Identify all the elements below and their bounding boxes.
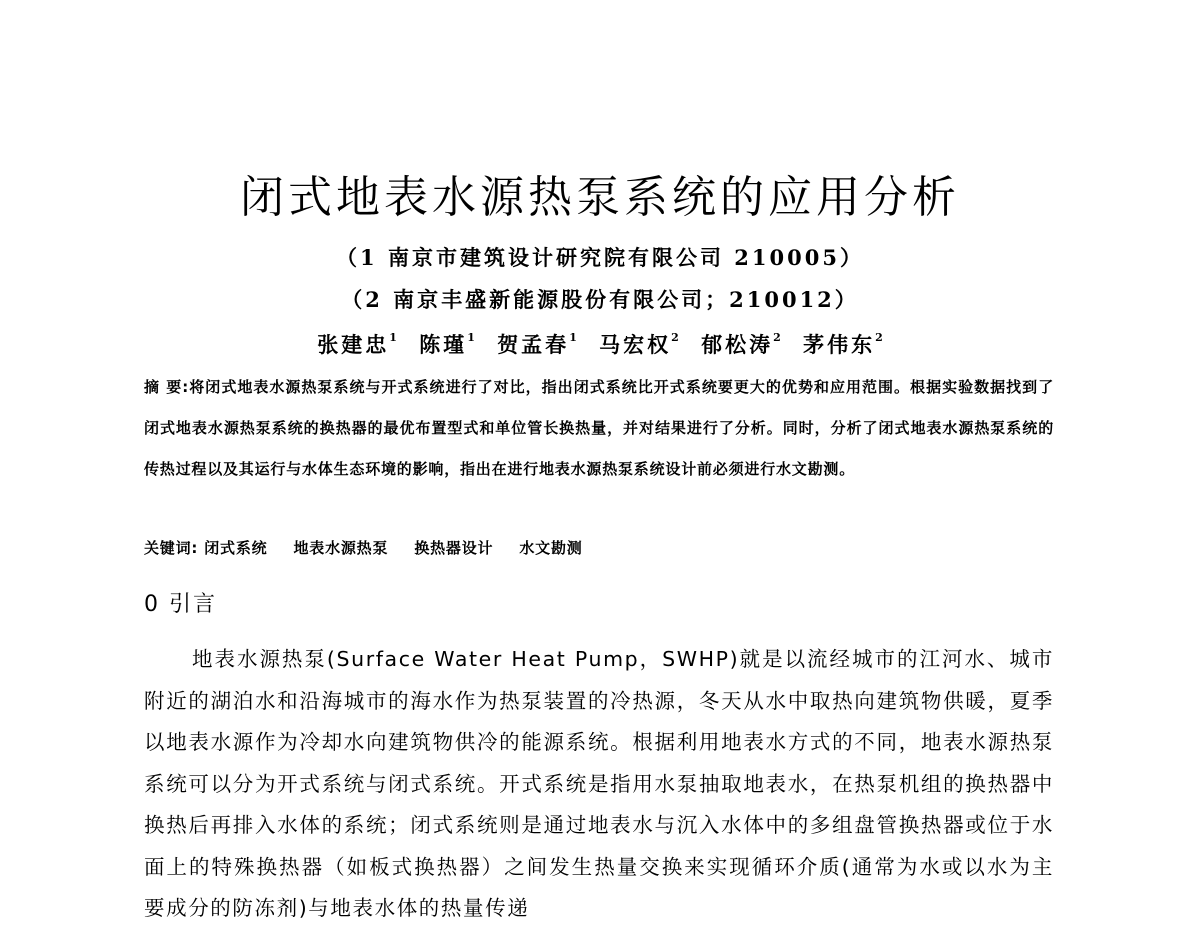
keywords-label: 关键词: [144,539,199,557]
author [317,332,397,357]
author-affiliation-mark: 2 [875,331,883,344]
author-list [0,325,1200,361]
author-affiliation-mark: 1 [569,331,577,344]
keyword: 闭式系统 [204,539,268,557]
author-affiliation-mark: 2 [773,331,781,344]
abstract [144,367,1054,490]
author [803,332,883,357]
author-name: 张建忠 [317,332,390,357]
abstract-text: 将闭式地表水源热泵系统与开式系统进行了对比，指出闭式系统比开式系统要更大的优势和应用范围。根据实验数据找到了闭式地表水源热泵系统的换热器的最优布置型式和单位管长换热量，并对结果进行了分析。同时，分析了闭式地表水源热泵系统的传热过程以及其运行与水体生态环境的影响，指出在进行地表水源热泵系统设计前必须进行水文勘测。 [144,378,1054,478]
section-heading: 0 引言 [144,592,217,617]
body-paragraph: 地表水源热泵(Surface Water Heat Pump，SWHP)就是以流经城市的江河水、城市附近的湖泊水和沿海城市的海水作为热泵装置的冷热源，冬天从水中取热向建筑物供暖，夏季以地表水源作为冷却水向建筑物供冷的能源系统。根据利用地表水方式的不同，地表水源热泵系统可以分为开式系统与闭式系统。开式系统是指用水泵抽取地表水，在热泵机组的换热器中换热后再排入水体的系统；闭式系统则是通过地表水与沉入水体中的多组盘管换热器或位于水面上的特殊换热器（如板式换热器）之间发生热量交换来实现循环介质(通常为水或以水为主要成分的防冻剂)与地表水体的热量传递 [144,647,1054,920]
keyword: 地表水源热泵 [293,539,389,557]
author-name: 郁松涛 [701,332,774,357]
affiliation-2: （2 南京丰盛新能源股份有限公司；210012） [341,287,859,312]
author-name: 贺孟春 [497,332,570,357]
keyword: 换热器设计 [414,539,494,557]
abstract-label: 摘 要: [144,378,190,396]
author-name: 陈瑾 [419,332,468,357]
paper-title: 闭式地表水源热泵系统的应用分析 [240,172,960,223]
author-name: 茅伟东 [803,332,876,357]
author [419,332,475,357]
affiliation-1: （1 南京市建筑设计研究院有限公司 210005） [336,245,864,270]
author-affiliation-mark: 1 [467,331,475,344]
keywords [144,530,1054,566]
author [497,332,577,357]
author-name: 马宏权 [599,332,672,357]
author [701,332,781,357]
author-affiliation-mark: 1 [389,331,397,344]
author [599,332,679,357]
author-affiliation-mark: 2 [671,331,679,344]
keyword: 水文勘测 [519,539,583,557]
